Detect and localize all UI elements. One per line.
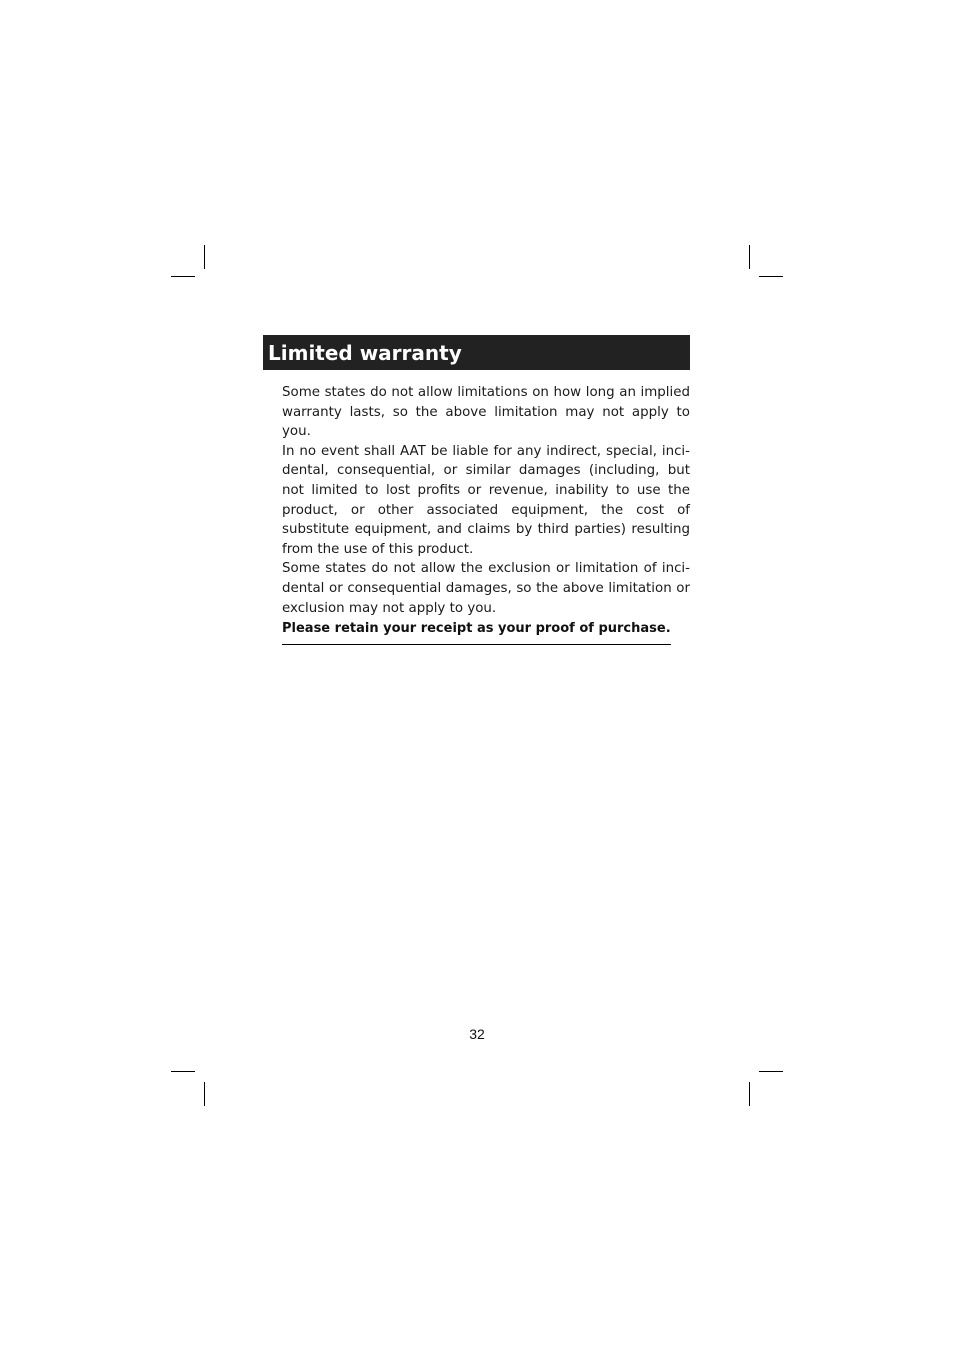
crop-mark-bottom-left-vertical	[204, 1082, 205, 1106]
receipt-notice: Please retain your receipt as your proof of purchase.	[282, 621, 671, 636]
page-number: 32	[469, 1026, 485, 1042]
crop-mark-top-left-vertical	[204, 245, 205, 269]
section-title: Limited warranty	[268, 341, 462, 365]
crop-mark-top-right-vertical	[749, 245, 750, 269]
warranty-body	[282, 383, 690, 618]
crop-mark-bottom-right-vertical	[749, 1082, 750, 1106]
paragraph-liability: In no event shall AAT be liable for any indirect, special, incidental, consequential, or similar damages (including, but not limited to lost profits or revenue, inability to use the product, or other associated equipment, the cost of substitute equipment, and claims by third parties) resulting from the use of this product.	[282, 443, 690, 557]
crop-mark-bottom-right-horizontal	[759, 1071, 783, 1072]
crop-mark-bottom-left-horizontal	[171, 1071, 195, 1072]
section-title-bar	[263, 335, 690, 370]
receipt-notice-underline	[282, 644, 671, 645]
paragraph-exclusion: Some states do not allow the exclusion or limitation of incidental or consequential damages, so the above limitation or exclusion may not apply to you.	[282, 561, 690, 616]
crop-mark-top-left-horizontal	[171, 276, 195, 277]
paragraph-implied-warranty: Some states do not allow limitations on how long an implied warranty lasts, so the above limitation may not apply to you.	[282, 385, 690, 440]
crop-mark-top-right-horizontal	[759, 276, 783, 277]
